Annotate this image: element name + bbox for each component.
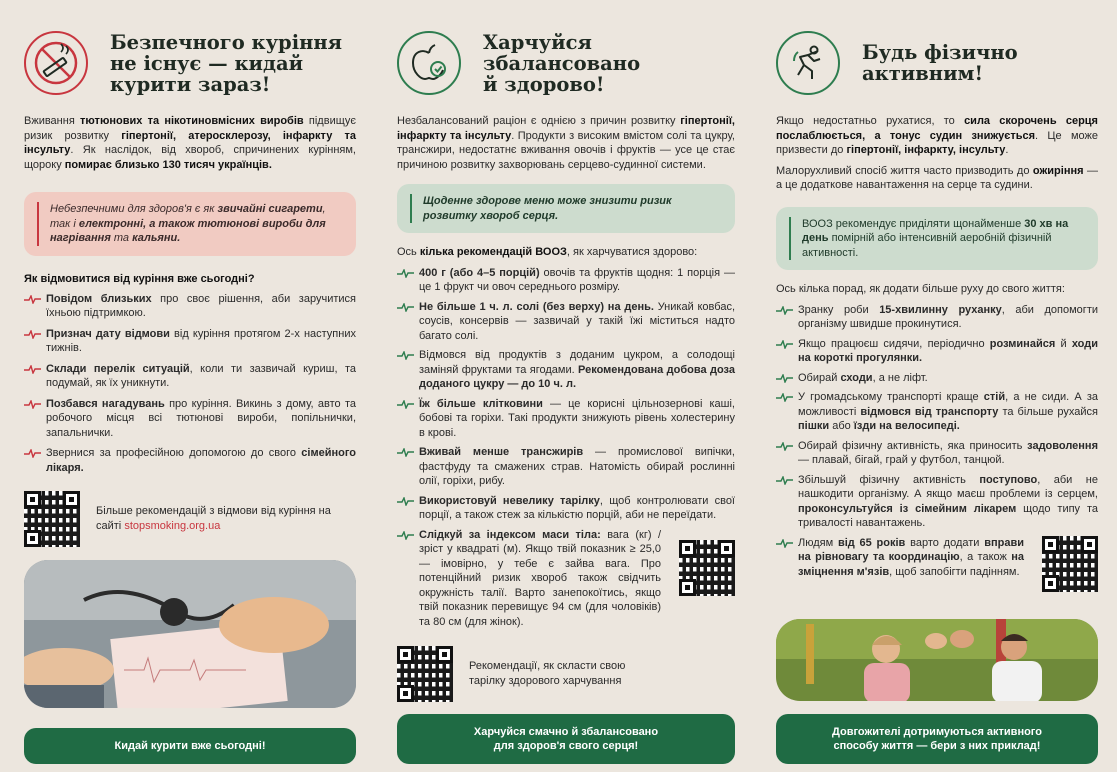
cta-line: для здоров'я свого серця! (493, 740, 639, 752)
text-bold: кальяни. (132, 232, 181, 244)
activity-title (862, 42, 1018, 84)
text-bold: задоволення (1027, 439, 1098, 452)
pulse-icon (24, 400, 41, 409)
text-bold: пішки (798, 420, 830, 432)
text: Обирай (798, 371, 841, 384)
cta-label: Кидай курити вже сьогодні! (114, 740, 266, 752)
pulse-icon (397, 400, 414, 409)
pulse-icon (397, 448, 414, 457)
text-bold: проконсультуйся із сімейним лікарем (798, 502, 1017, 515)
text-bold: розминайся (989, 337, 1056, 350)
quit-cta-button[interactable] (24, 728, 356, 764)
text: Вживання (24, 115, 81, 127)
text-bold: Не більше 1 ч. л. солі (без верху) на день. (419, 300, 654, 313)
text-bold: 400 г (або 4–5 порцій) (419, 266, 540, 279)
pulse-icon (24, 449, 41, 458)
text: Зранку роби (798, 303, 880, 316)
pulse-icon (24, 365, 41, 374)
text: помірній або інтенсивній аеробній фізичній активності. (802, 232, 1052, 259)
quit-list (24, 292, 356, 476)
running-person-icon (776, 31, 840, 95)
text-bold: Слідкуй за індексом маси тіла: (419, 528, 601, 541)
list-item (776, 390, 1098, 434)
text: підвищує ризик розвитку (24, 115, 357, 142)
text: Обирай фізичну активність, яка приносить (798, 439, 1028, 452)
text-bold: поступово (979, 473, 1038, 486)
list-item (776, 536, 1098, 594)
text-bold: від 65 років (837, 536, 906, 549)
stopsmoking-link[interactable]: stopsmoking.org.ua (124, 520, 221, 532)
pulse-icon (776, 374, 793, 383)
text: У громадському транспорті краще (798, 391, 984, 403)
smoking-warning-callout (24, 192, 356, 256)
list-item (397, 348, 735, 392)
qr-code-icon[interactable] (1042, 536, 1098, 592)
text-bold: помирає близько 130 тисяч українців. (64, 158, 272, 171)
text-bold: їзди на велосипеді. (853, 420, 960, 432)
activity-column (776, 0, 1098, 772)
text-bold: стій (983, 391, 1006, 403)
title-line: Харчуйся збалансовано (483, 30, 641, 75)
text: про своє рішення, аби заручитися їхньою підтримкою. (46, 292, 356, 319)
text-bold: сімейного лікаря. (46, 447, 356, 474)
qr-code-icon[interactable] (679, 540, 735, 596)
text: Ось (397, 246, 420, 258)
text-bold: 30 хв на день (802, 217, 1069, 244)
text: — промислової випічки, фастфуду та смажених страв. Натомість обирай рослинні олії, горіхи, рибу. (419, 446, 735, 487)
text: . (1005, 144, 1009, 156)
list-item (776, 337, 1098, 366)
title-line: активним! (862, 62, 984, 85)
activity-intro-2 (776, 164, 1098, 193)
list-item (776, 371, 1098, 386)
text: , а не сиди. А за можливості (798, 391, 1098, 418)
text-bold: ожиріння (1032, 164, 1084, 177)
list-item (776, 439, 1098, 468)
nutrition-callout (397, 184, 735, 233)
text: Якщо недостатньо рухатися, то (776, 115, 965, 127)
no-smoking-icon (24, 31, 88, 95)
text-bold: Рекомендована добова доза доданого цукру — до 10 ч. л. (419, 363, 735, 390)
text: Якщо працюєш сидячи, періодично (798, 337, 990, 350)
text: ВООЗ рекомендує приділяти щонайменше (802, 217, 1025, 230)
text-bold: Їж більше клітковини (419, 397, 543, 410)
pulse-icon (776, 340, 793, 349)
text-bold: тютюнових та нікотиновмісних виробів (80, 115, 304, 127)
text: про куріння. Викинь з дому, авто та робочого місця всі тютюнові вироби, попільнички, запальнички. (46, 397, 356, 439)
smoking-title (110, 32, 342, 95)
text: Людям (798, 536, 838, 549)
quit-title: Як відмовитися від куріння вже сьогодні? (24, 272, 255, 285)
pulse-icon (397, 531, 414, 540)
text: Незбалансований раціон є однією з причин розвитку (397, 115, 681, 127)
text: , а не ліфт. (872, 371, 928, 384)
pulse-icon (24, 295, 41, 304)
text-bold: на зміцнення м'язів (798, 551, 1024, 578)
pulse-icon (776, 393, 793, 402)
text-bold: Використовуй невелику тарілку (419, 494, 600, 507)
plate-qr-row (397, 646, 659, 702)
text: та (110, 232, 133, 244)
text-bold: Вживай менше трансжирів (419, 446, 584, 458)
text: . Як наслідок, від хвороб, спричинених курінням, щороку (24, 144, 356, 171)
tips-list (776, 303, 1098, 594)
pulse-icon (776, 476, 793, 485)
text: й (1055, 337, 1072, 350)
pulse-icon (397, 303, 414, 312)
text: вага (кг) / зріст у квадраті (м). Якщо твій показник ≥ 25,0 — імовірно, у тебе є зайва вага. Про потенційний ризик хвороб також свідчить окружність талії. Варто занепокоїтись, якщо твій показник перевищує 94 см (для чоловіків) та 80 см (для жінок). (419, 528, 661, 628)
text: — а це додаткове навантаження на серце та судини. (776, 164, 1098, 191)
nutrition-intro (397, 114, 735, 172)
qr-code-icon[interactable] (397, 646, 453, 702)
recs-list (397, 266, 735, 630)
title-line: й здорово! (483, 72, 605, 96)
text: Збільшуй фізичну активність (798, 473, 980, 486)
text: , щоб запобігти падінням. (889, 565, 1020, 578)
text-bold: гіпертонії, інфаркту, інсульту (846, 144, 1006, 156)
smoking-intro (24, 114, 356, 172)
pulse-icon (776, 539, 793, 548)
apple-icon (397, 31, 461, 95)
text: Небезпечними для здоров'я є як (50, 203, 218, 215)
text-bold: ходи на короткі прогулянки. (798, 337, 1098, 364)
text: Уникай ковбас, соусів, консервів — зазвичай у такій їжі міститься надто багато солі. (419, 300, 735, 342)
text: — плавай, бігай, грай у футбол, танцюй. (798, 454, 1005, 466)
text-bold: звичайні сигарети (217, 203, 323, 215)
title-line: Безпечного куріння (110, 30, 343, 54)
text-bold: електронні, а також тютюнові вироби для нагрівання (50, 217, 326, 244)
list-item (776, 303, 1098, 332)
nutrition-column (397, 0, 735, 772)
recs-intro (397, 245, 735, 260)
text: . Це може призвести до (776, 129, 1098, 156)
text-bold: вправи на рівновагу та координацію (798, 536, 1024, 563)
text: Більше рекомендацій з відмови від куріння на сайті (96, 505, 331, 532)
text: Щоденне здорове меню може знизити ризик розвитку хвороб серця. (423, 195, 672, 222)
cta-line: Харчуйся смачно й збалансовано (473, 726, 659, 738)
quit-qr-text (96, 504, 356, 534)
text: , щоб контролювати свої порції, а також стеж за кількістю порцій, аби не переїдати. (419, 494, 735, 521)
text-bold: гіпертонії, інфаркту та інсульту (397, 115, 735, 142)
tips-intro: Ось кілька порад, як додати більше руху до свого життя: (776, 283, 1065, 295)
text: , а також (959, 551, 1012, 563)
text: варто додати (905, 536, 985, 549)
text-bold: Признач дату відмови (46, 327, 170, 340)
pulse-icon (397, 269, 414, 278)
quit-qr-row (24, 491, 356, 547)
text: та більше рухайся (998, 405, 1098, 418)
pulse-icon (776, 306, 793, 315)
nutrition-header (397, 28, 735, 98)
list-item (24, 362, 356, 391)
text-bold: кілька рекомендацій ВООЗ (419, 246, 567, 258)
activity-cta-button[interactable] (776, 714, 1098, 764)
pulse-icon (24, 330, 41, 339)
list-item (24, 327, 356, 356)
text: від куріння протягом 2-х наступних тижнів. (46, 327, 356, 354)
text-bold: сила скорочень серця послаблюється, а тонус судин знижується (776, 115, 1098, 142)
text: овочів та фруктів щодня: 1 порція — це 1 фрукт чи овоч середнього розміру. (419, 266, 735, 293)
text: щодо типу та тривалості навантажень. (798, 502, 1098, 529)
list-item (397, 397, 735, 441)
plate-qr-text: Рекомендації, як скласти свою тарілку здорового харчування (469, 660, 626, 687)
text: Звернися за професійною допомогою до свого (46, 447, 302, 459)
text-bold: Склади перелік ситуацій (46, 362, 190, 375)
title-line: не існує — кидай (110, 51, 304, 75)
text-bold: 15-хвилинну руханку (879, 303, 1002, 316)
pulse-icon (397, 351, 414, 360)
text: , так і (50, 203, 326, 230)
list-item (397, 445, 735, 489)
activity-callout (776, 207, 1098, 271)
text: , як харчуватися здорово: (566, 246, 698, 258)
activity-intro-1 (776, 114, 1098, 158)
text: , коли ти зазвичай куриш, та подумай, як їх уникнути. (46, 362, 357, 389)
smoking-header (24, 28, 356, 98)
active-people-photo (776, 619, 1098, 701)
smoking-column (24, 0, 356, 772)
activity-header (776, 28, 1098, 98)
text: Відмовся від продуктів з доданим цукром, а солодощі заміняй фруктами та ягодами. (419, 349, 735, 376)
nutrition-title (483, 32, 735, 95)
list-item (24, 397, 356, 441)
text-bold: Позбався нагадувань (46, 397, 165, 410)
text-bold: сходи (840, 371, 873, 384)
list-item (397, 300, 735, 344)
list-item (397, 528, 735, 630)
cta-line: способу життя — бери з них приклад! (833, 740, 1041, 752)
text: , аби допомогти організму швидше прокинутися. (798, 303, 1098, 330)
title-line: курити зараз! (110, 72, 271, 96)
qr-code-icon[interactable] (24, 491, 80, 547)
text: , аби не нашкодити організму. А якщо маєш проблеми із серцем, (798, 473, 1098, 500)
cta-line: Довгожителі дотримуються активного (832, 726, 1042, 738)
pulse-icon (397, 497, 414, 506)
text-bold: гіпертонії, атеросклерозу, інфаркту та інсульту (24, 129, 356, 156)
list-item (24, 446, 356, 475)
text-bold: відмовся від транспорту (860, 405, 999, 418)
title-line: Будь фізично (862, 41, 1018, 64)
list-item (397, 494, 735, 523)
text: Малорухливий спосіб життя часто призводить до (776, 164, 1033, 177)
ecg-photo (24, 560, 356, 708)
list-item (397, 266, 735, 295)
pulse-icon (776, 442, 793, 451)
text: . Продукти з високим вмістом солі та цукру, трансжири, недостатнє вживання овочів і фруктів — усе це стає причиною розвитку захворювань серцево-судинної системи. (397, 129, 735, 171)
list-item (776, 473, 1098, 531)
list-item (24, 292, 356, 321)
text: або (829, 420, 854, 432)
nutrition-cta-button[interactable] (397, 714, 735, 764)
text: — це корисні цільнозернові каші, бобові та горіхи. Такі продукти знижують рівень холестерину в крові. (419, 397, 735, 439)
text-bold: Повідом близьких (46, 292, 152, 305)
